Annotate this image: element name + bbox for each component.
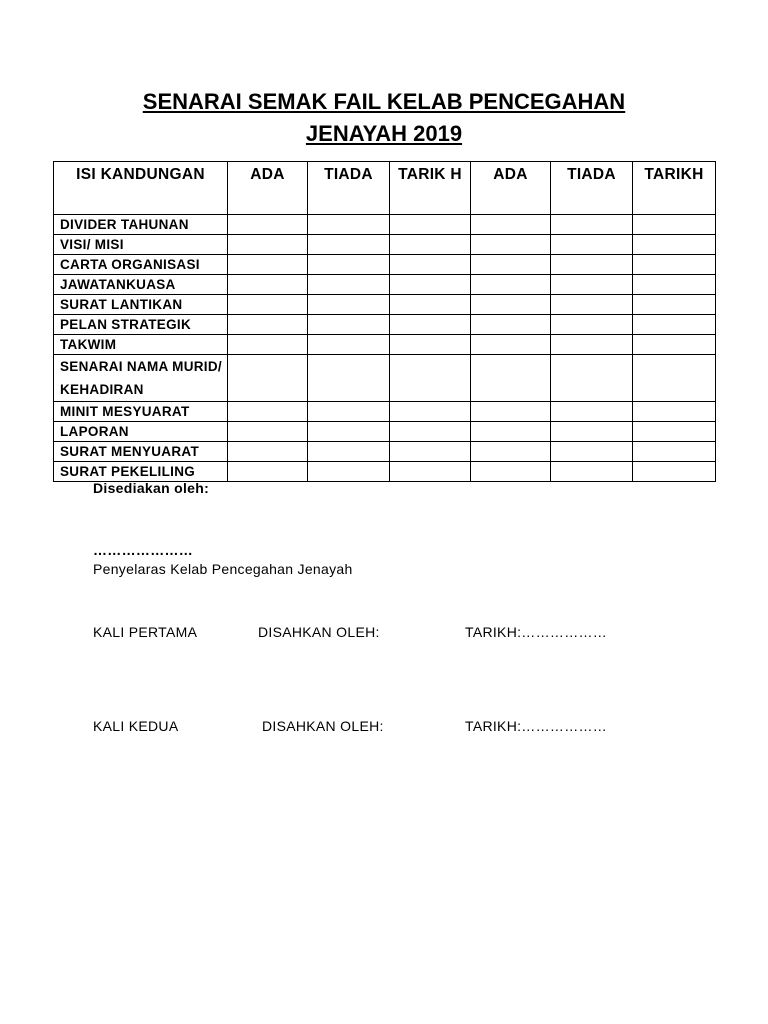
second-approved-by: DISAHKAN OLEH: — [262, 718, 384, 734]
check-cell[interactable] — [471, 355, 551, 402]
check-cell[interactable] — [551, 275, 633, 295]
check-cell[interactable] — [228, 442, 308, 462]
check-cell[interactable] — [633, 442, 716, 462]
check-cell[interactable] — [633, 255, 716, 275]
check-cell[interactable] — [471, 422, 551, 442]
check-cell[interactable] — [390, 402, 471, 422]
header-ada-2: ADA — [471, 162, 551, 215]
first-date: TARIKH:……………… — [465, 624, 608, 640]
row-label: SENARAI NAMA MURID/ KEHADIRAN — [54, 355, 228, 402]
check-cell[interactable] — [633, 315, 716, 335]
check-cell[interactable] — [308, 315, 390, 335]
check-cell[interactable] — [308, 235, 390, 255]
first-approved-by: DISAHKAN OLEH: — [258, 624, 380, 640]
table-row — [54, 315, 716, 335]
check-cell[interactable] — [551, 255, 633, 275]
check-cell[interactable] — [633, 295, 716, 315]
check-cell[interactable] — [551, 442, 633, 462]
row-label: SURAT LANTIKAN — [54, 295, 228, 315]
table-row — [54, 255, 716, 275]
check-cell[interactable] — [228, 235, 308, 255]
check-cell[interactable] — [228, 422, 308, 442]
check-cell[interactable] — [551, 315, 633, 335]
row-label: VISI/ MISI — [54, 235, 228, 255]
check-cell[interactable] — [551, 422, 633, 442]
check-cell[interactable] — [471, 255, 551, 275]
row-label: JAWATANKUASA — [54, 275, 228, 295]
check-cell[interactable] — [308, 355, 390, 402]
row-label: LAPORAN — [54, 422, 228, 442]
check-cell[interactable] — [633, 235, 716, 255]
check-cell[interactable] — [390, 215, 471, 235]
check-cell[interactable] — [471, 275, 551, 295]
table-header-row — [54, 162, 716, 215]
check-cell[interactable] — [308, 275, 390, 295]
prepared-by-label: Disediakan oleh: — [93, 480, 210, 496]
check-cell[interactable] — [228, 402, 308, 422]
check-cell[interactable] — [471, 235, 551, 255]
check-cell[interactable] — [633, 275, 716, 295]
check-cell[interactable] — [390, 335, 471, 355]
check-cell[interactable] — [551, 295, 633, 315]
check-cell[interactable] — [308, 442, 390, 462]
row-label: MINIT MESYUARAT — [54, 402, 228, 422]
check-cell[interactable] — [471, 215, 551, 235]
table-row — [54, 235, 716, 255]
header-tiada-2: TIADA — [551, 162, 633, 215]
coordinator-role: Penyelaras Kelab Pencegahan Jenayah — [93, 561, 353, 577]
check-cell[interactable] — [551, 402, 633, 422]
check-cell[interactable] — [390, 295, 471, 315]
check-cell[interactable] — [228, 335, 308, 355]
table-row — [54, 295, 716, 315]
check-cell[interactable] — [551, 215, 633, 235]
check-cell[interactable] — [471, 315, 551, 335]
check-cell[interactable] — [390, 442, 471, 462]
check-cell[interactable] — [471, 442, 551, 462]
check-cell[interactable] — [633, 462, 716, 482]
check-cell[interactable] — [471, 335, 551, 355]
check-cell[interactable] — [228, 315, 308, 335]
check-cell[interactable] — [551, 462, 633, 482]
check-cell[interactable] — [308, 295, 390, 315]
table-row — [54, 402, 716, 422]
check-cell[interactable] — [471, 402, 551, 422]
check-cell[interactable] — [551, 235, 633, 255]
check-cell[interactable] — [633, 402, 716, 422]
page-title-line2: JENAYAH 2019 — [305, 121, 463, 146]
check-cell[interactable] — [471, 462, 551, 482]
check-cell[interactable] — [390, 462, 471, 482]
check-cell[interactable] — [633, 335, 716, 355]
check-cell[interactable] — [308, 215, 390, 235]
check-cell[interactable] — [551, 335, 633, 355]
check-cell[interactable] — [633, 422, 716, 442]
first-check-label: KALI PERTAMA — [93, 624, 198, 640]
check-cell[interactable] — [228, 215, 308, 235]
table-row — [54, 275, 716, 295]
page-title-line1: SENARAI SEMAK FAIL KELAB PENCEGAHAN — [142, 89, 626, 114]
table-row — [54, 215, 716, 235]
check-cell[interactable] — [390, 255, 471, 275]
check-cell[interactable] — [308, 422, 390, 442]
check-cell[interactable] — [308, 402, 390, 422]
check-cell[interactable] — [390, 235, 471, 255]
second-check-label: KALI KEDUA — [93, 718, 179, 734]
table-row — [54, 422, 716, 442]
check-cell[interactable] — [228, 462, 308, 482]
table-row — [54, 442, 716, 462]
check-cell[interactable] — [228, 255, 308, 275]
check-cell[interactable] — [308, 255, 390, 275]
header-isi-kandungan: ISI KANDUNGAN — [54, 162, 228, 215]
check-cell[interactable] — [308, 335, 390, 355]
checklist-table — [53, 161, 716, 482]
check-cell[interactable] — [308, 462, 390, 482]
second-date: TARIKH:……………… — [465, 718, 608, 734]
check-cell[interactable] — [390, 355, 471, 402]
row-label: CARTA ORGANISASI — [54, 255, 228, 275]
check-cell[interactable] — [633, 215, 716, 235]
check-cell[interactable] — [390, 422, 471, 442]
table-row — [54, 355, 716, 402]
header-tarikh-1: TARIK H — [390, 162, 471, 215]
row-label: PELAN STRATEGIK — [54, 315, 228, 335]
check-cell[interactable] — [390, 275, 471, 295]
row-label: TAKWIM — [54, 335, 228, 355]
row-label: SURAT PEKELILING — [54, 462, 228, 482]
check-cell[interactable] — [633, 355, 716, 402]
check-cell[interactable] — [551, 355, 633, 402]
signature-dots: ………………… — [93, 542, 194, 558]
table-row — [54, 462, 716, 482]
header-ada-1: ADA — [228, 162, 308, 215]
check-cell[interactable] — [228, 275, 308, 295]
table-row — [54, 335, 716, 355]
header-tiada-1: TIADA — [308, 162, 390, 215]
check-cell[interactable] — [390, 315, 471, 335]
check-cell[interactable] — [228, 355, 308, 402]
check-cell[interactable] — [228, 295, 308, 315]
row-label: DIVIDER TAHUNAN — [54, 215, 228, 235]
row-label: SURAT MENYUARAT — [54, 442, 228, 462]
check-cell[interactable] — [471, 295, 551, 315]
header-tarikh-2: TARIKH — [633, 162, 716, 215]
